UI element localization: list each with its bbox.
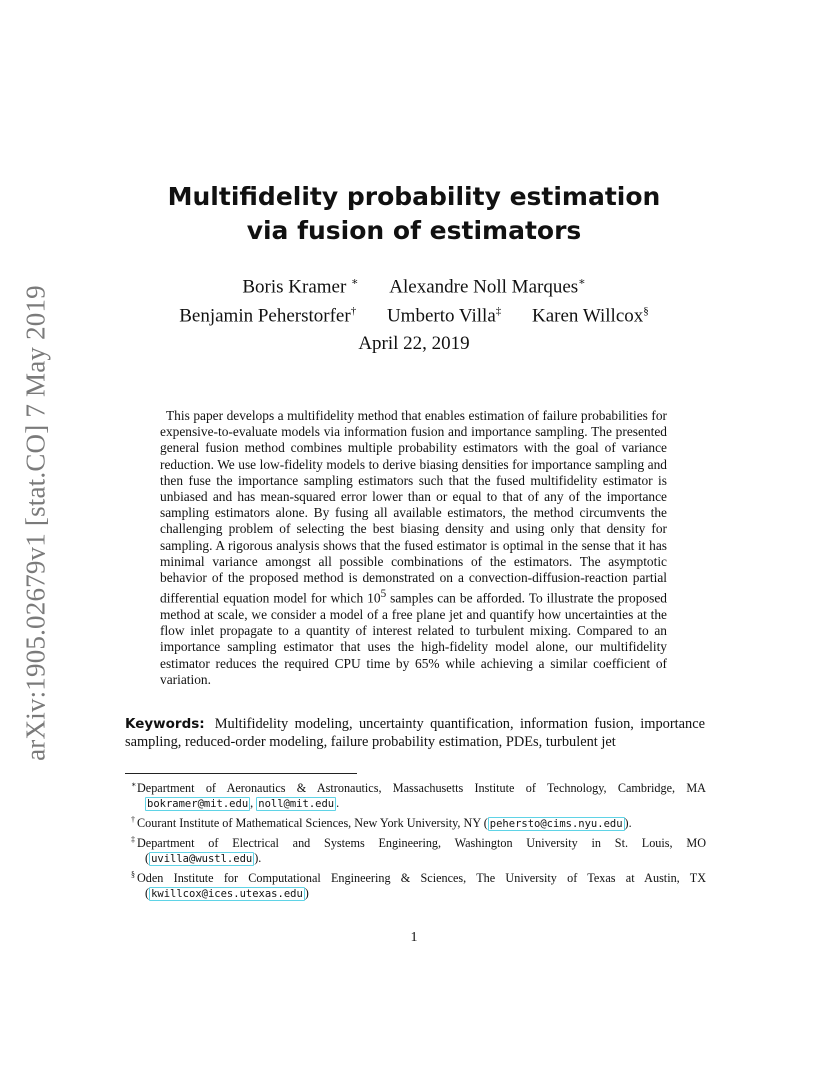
footnote-affiliation-3 [131, 832, 706, 867]
author-affiliation-mark: † [350, 305, 357, 318]
keywords-text: Multifidelity modeling, uncertainty quantification, information fusion, importance sampling, reduced-order modeling, failure probability estimation, PDEs, turbulent jet [125, 716, 705, 750]
abstract [160, 408, 667, 688]
arxiv-identifier: arXiv:1905.02679v1 [stat.CO] 7 May 2019 [20, 285, 51, 761]
footnote-mark: § [131, 870, 135, 880]
abstract-paragraph [160, 408, 667, 688]
email-link[interactable]: kwillcox@ices.utexas.edu [151, 888, 303, 901]
footnotes [131, 777, 706, 902]
keywords [125, 715, 705, 751]
paper-title [0, 180, 828, 248]
email-link[interactable]: bokramer@mit.edu [147, 798, 249, 811]
author-name: Umberto Villa [386, 305, 496, 327]
author [389, 270, 585, 299]
footnote-end: . [336, 796, 340, 811]
footnote-text: Department of Electrical and Systems Engineering, Washington University in St. Louis, MO ( [137, 836, 706, 866]
abstract-text-part-1: This paper develops a multifidelity method that enables estimation of failure probabilities for expensive-to-evaluate models via information fusion and importance sampling. The presented general fusion method combines multiple probability estimators with the goal of variance reduction. We use low-fidelity models to derive biasing densities for importance sampling and then fuse the importance sampling estimators such that the fused multifidelity estimator is unbiased and has mean-squared error lower than or equal to that of any of the importance sampling estimators alone. By fusing all available estimators, the method circumvents the challenging problem of selecting the best biasing density and using only that density for sampling. A rigorous analysis shows that the fused estimator is optimal in the sense that it has minimal variance amongst all possible combinations of the estimators. The asymptotic behavior of the proposed method is demonstrated on a convection-diffusion-reaction partial differential equation model for which 10 [160, 408, 667, 606]
footnote-text: Courant Institute of Mathematical Sciences, New York University, NY ( [137, 816, 488, 831]
page-number: 1 [410, 930, 418, 945]
email-link[interactable]: uvilla@wustl.edu [151, 853, 253, 866]
author-affiliation-mark: § [643, 305, 649, 318]
author-name: Benjamin Peherstorfer [179, 305, 351, 327]
footnote-mark: † [131, 815, 135, 825]
author-name: Boris Kramer [242, 276, 347, 298]
title-line-1: Multifidelity probability estimation [167, 182, 661, 211]
footnote-end: ) [304, 886, 309, 901]
abstract-exponent: 5 [380, 588, 387, 601]
email-link[interactable]: pehersto@cims.nyu.edu [489, 818, 623, 831]
arxiv-sidebar [0, 0, 60, 1072]
author-affiliation-mark: ∗ [578, 276, 586, 288]
footnote-separator: , [250, 796, 257, 811]
footnote-affiliation-4 [131, 867, 706, 902]
author-affiliation-mark: ∗ [351, 276, 359, 288]
author [387, 299, 501, 328]
footnote-mark: ‡ [131, 835, 135, 845]
keywords-label: Keywords: [125, 716, 205, 732]
footnote-end: ). [624, 816, 632, 831]
author [532, 299, 649, 328]
paper-date: April 22, 2019 [358, 333, 470, 354]
footnote-text: Oden Institute for Computational Engineering & Sciences, The University of Texas at Austin, TX ( [137, 871, 706, 901]
author-row-2 [0, 299, 828, 328]
footnote-affiliation-1 [131, 777, 706, 812]
author-affiliation-mark: ‡ [495, 305, 502, 318]
author [179, 299, 356, 328]
footnote-mark: ∗ [131, 780, 137, 789]
author-row-1 [0, 270, 828, 299]
email-link[interactable]: noll@mit.edu [258, 798, 335, 811]
footnote-affiliation-2 [131, 812, 706, 832]
footnote-end: ). [254, 851, 262, 866]
author-name: Karen Willcox [532, 305, 644, 327]
author-block [0, 270, 828, 329]
author [242, 270, 358, 299]
title-line-2: via fusion of estimators [246, 216, 582, 245]
footnote-text: Department of Aeronautics & Astronautics, Massachusetts Institute of Technology, Cambridge, MA [137, 781, 706, 796]
author-name: Alexandre Noll Marques [389, 276, 579, 298]
abstract-text-part-2: samples can be afforded. To illustrate the proposed method at scale, we consider a model of a free plane jet and quantify how uncertainties at the flow inlet propagate to a quantity of interest related to turbulent mixing. Compared to an importance sampling estimator that uses the high-fidelity model alone, our multifidelity estimator reduces the required CPU time by 65% while achieving a similar coefficient of variation. [160, 590, 667, 687]
footnote-rule [125, 773, 357, 774]
